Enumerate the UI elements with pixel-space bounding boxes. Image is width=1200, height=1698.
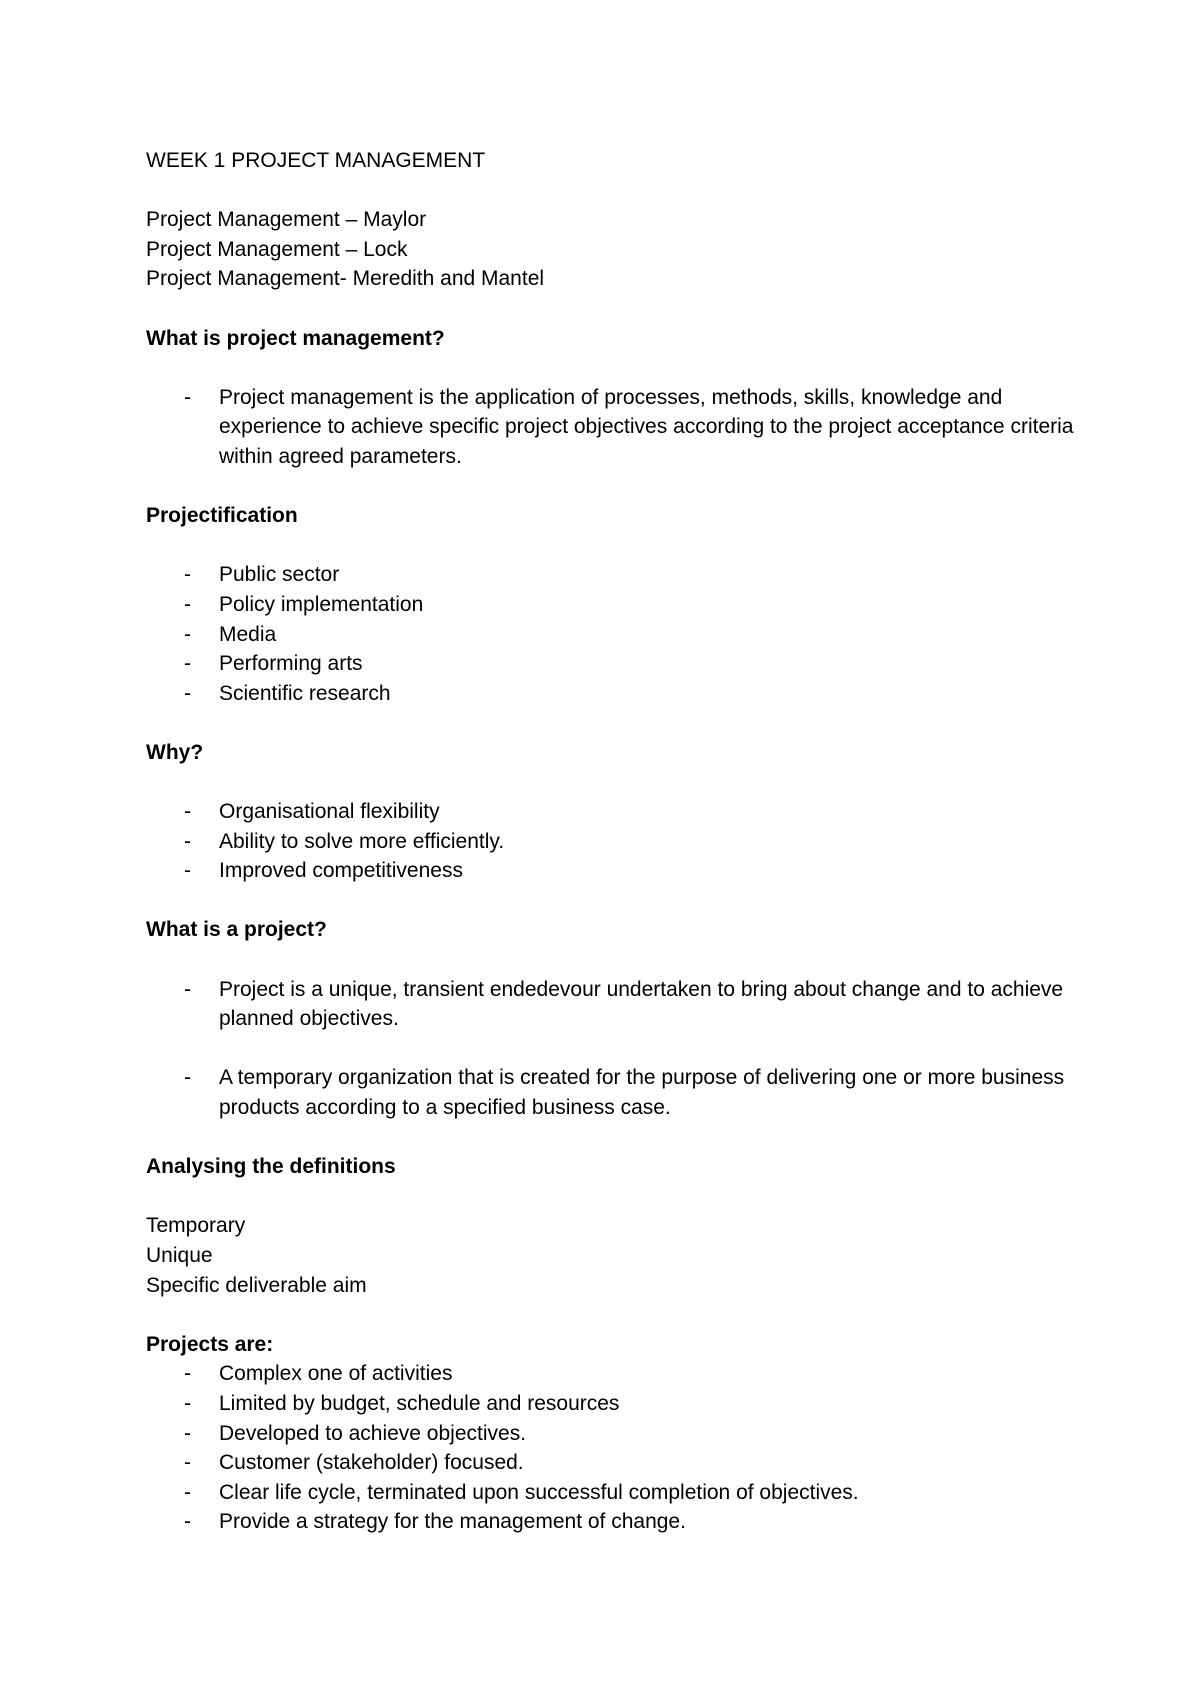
list-item-text: Improved competitiveness	[219, 859, 463, 883]
spacer	[146, 531, 1086, 561]
list-item	[146, 649, 1086, 679]
list-item	[146, 1389, 1086, 1419]
dash-marker: -	[184, 1421, 191, 1445]
list-item-text: A temporary organization that is created for the purpose of delivering one or more business products according to a specified business case.	[219, 1066, 1065, 1119]
spacer	[146, 886, 1086, 916]
spacer	[146, 472, 1086, 502]
list-item-text: Public sector	[219, 563, 340, 587]
dash-marker: -	[184, 592, 191, 616]
dash-marker: -	[184, 1362, 191, 1386]
dash-marker: -	[184, 977, 191, 1001]
spacer	[146, 294, 1086, 324]
list-item	[146, 856, 1086, 886]
dash-marker: -	[184, 1391, 191, 1415]
list-item	[146, 1478, 1086, 1508]
list-item	[146, 1507, 1086, 1537]
dash-marker: -	[184, 1480, 191, 1504]
projects-are-list	[146, 1359, 1086, 1537]
dash-marker: -	[184, 385, 191, 409]
dash-marker: -	[184, 681, 191, 705]
list-item-text: Organisational flexibility	[219, 800, 440, 824]
list-item-text: Project is a unique, transient endedevour undertaken to bring about change and to achieve planned objectives.	[219, 977, 1064, 1031]
list-item-text: Performing arts	[219, 652, 363, 676]
section-heading-why: Why?	[146, 740, 204, 764]
what-is-project-list-2	[146, 1063, 1086, 1122]
list-item	[146, 383, 1086, 472]
spacer	[146, 1123, 1086, 1153]
dash-marker: -	[184, 859, 191, 883]
list-item	[146, 827, 1086, 857]
list-item-text: Media	[219, 622, 277, 646]
section-heading-what-is-project: What is a project?	[146, 918, 327, 942]
projectification-list	[146, 560, 1086, 708]
spacer	[146, 176, 1086, 206]
list-item	[146, 590, 1086, 620]
definition-line: Temporary	[146, 1214, 246, 1238]
list-item-text: Developed to achieve objectives.	[219, 1421, 527, 1445]
list-item	[146, 975, 1086, 1034]
section-heading-analysing: Analysing the definitions	[146, 1155, 396, 1179]
definition-line: Specific deliverable aim	[146, 1273, 367, 1297]
list-item-text: Ability to solve more efficiently.	[219, 829, 505, 853]
document-body	[146, 146, 1086, 1537]
list-item	[146, 1419, 1086, 1449]
dash-marker: -	[184, 800, 191, 824]
list-item-text: Provide a strategy for the management of change.	[219, 1510, 686, 1534]
list-item-text: Clear life cycle, terminated upon successful completion of objectives.	[219, 1480, 859, 1504]
list-item-text: Limited by budget, schedule and resources	[219, 1391, 620, 1415]
spacer	[146, 1300, 1086, 1330]
list-item-text: Scientific research	[219, 681, 391, 705]
definition-line: Unique	[146, 1243, 213, 1267]
list-item-text: Complex one of activities	[219, 1362, 453, 1386]
spacer	[146, 1182, 1086, 1212]
dash-marker: -	[184, 1066, 191, 1090]
what-is-pm-list	[146, 383, 1086, 472]
document-title: WEEK 1 PROJECT MANAGEMENT	[146, 149, 486, 172]
list-item	[146, 1359, 1086, 1389]
list-item-text: Policy implementation	[219, 592, 424, 616]
list-item	[146, 1448, 1086, 1478]
dash-marker: -	[184, 622, 191, 646]
list-item	[146, 560, 1086, 590]
dash-marker: -	[184, 563, 191, 587]
section-heading-projectification: Projectification	[146, 504, 298, 528]
list-item-text: Project management is the application of processes, methods, skills, knowledge and experience to achieve specific project objectives according to the project acceptance criteria within agreed parameters.	[219, 385, 1074, 468]
spacer	[146, 1034, 1086, 1064]
spacer	[146, 353, 1086, 383]
reference-line: Project Management – Maylor	[146, 208, 427, 232]
list-item	[146, 679, 1086, 709]
list-item	[146, 797, 1086, 827]
spacer	[146, 708, 1086, 738]
list-item	[146, 620, 1086, 650]
dash-marker: -	[184, 1510, 191, 1534]
dash-marker: -	[184, 1451, 191, 1475]
list-item	[146, 1063, 1086, 1122]
list-item-text: Customer (stakeholder) focused.	[219, 1451, 524, 1475]
what-is-project-list-1	[146, 975, 1086, 1034]
why-list	[146, 797, 1086, 886]
dash-marker: -	[184, 652, 191, 676]
spacer	[146, 945, 1086, 975]
dash-marker: -	[184, 829, 191, 853]
section-heading-what-is-pm: What is project management?	[146, 326, 445, 350]
spacer	[146, 767, 1086, 797]
reference-line: Project Management – Lock	[146, 237, 408, 261]
reference-line: Project Management- Meredith and Mantel	[146, 267, 545, 291]
section-heading-projects-are: Projects are:	[146, 1332, 274, 1356]
